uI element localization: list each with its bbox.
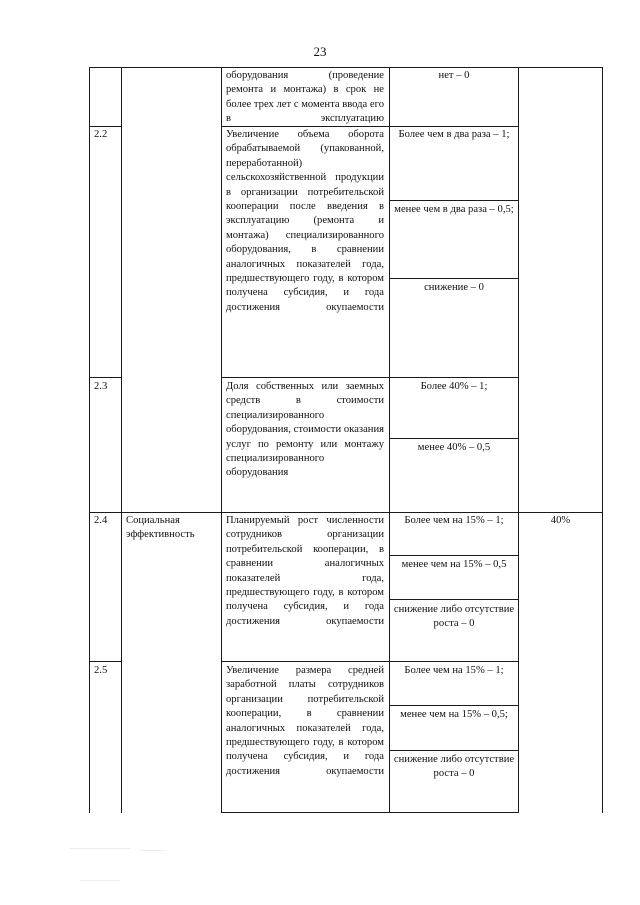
criteria-divider [389,555,519,556]
page-number: 23 [313,44,327,59]
row-divider [221,377,519,378]
criteria-divider [389,200,519,201]
table-border-left [89,67,90,813]
group-name: Социальная эффективность [126,515,195,541]
criterion-value: менее 40% – 0,5 [417,442,491,453]
row-number: 2.4 [94,515,108,526]
criteria-divider [389,750,519,751]
row-description: Доля собственных или заемных средств в стоимости специализированного оборудования, стоимости оказания услуг по ремонту или монтажу специализированного оборудования [226,381,384,479]
table-border-bottom [221,812,519,813]
criterion-value: менее чем в два раза – 0,5; [394,204,514,215]
criterion-value: нет – 0 [438,70,470,81]
weight-value: 40% [550,515,571,526]
row-divider [221,661,519,662]
row-divider [89,377,122,378]
criteria-divider [389,599,519,600]
row-description: Увеличение размера средней заработной платы сотрудников организации потребительской кооперации, в сравнении аналогичных показателей года, предшествующего году, в котором получена субсидия, и года достижения окупаемости [226,665,384,777]
criteria-divider [389,705,519,706]
criterion-value: снижение либо отсутствие роста – 0 [393,754,515,780]
column-divider [518,67,519,813]
column-divider [389,67,390,813]
row-divider [89,661,122,662]
scan-noise [80,880,120,881]
criteria-divider [389,438,519,439]
criterion-value: Более чем на 15% – 1; [404,665,504,676]
criterion-value: менее чем на 15% – 0,5; [400,709,508,720]
row-description: Планируемый рост численности сотрудников организации потребительской кооперации, в сравнении аналогичных показателей года, предшествующего году, в котором получена субсидия, и года достижения окупаемости [226,515,384,627]
row-divider [89,126,122,127]
row-number: 2.2 [94,129,108,140]
criterion-value: снижение – 0 [424,282,484,293]
column-divider [221,67,222,813]
row-number: 2.3 [94,381,108,392]
criterion-value: Более 40% – 1; [420,381,488,392]
column-divider [121,67,122,813]
criterion-value: Более чем в два раза – 1; [398,129,510,140]
row-description: оборудования (проведение ремонта и монтажа) в срок не более трех лет с момента ввода его в эксплуатацию [226,70,384,125]
scan-noise [140,850,165,851]
scan-noise [70,848,130,849]
row-divider [89,512,603,513]
table-border-right [602,67,603,813]
criterion-value: менее чем на 15% – 0,5 [401,559,507,570]
row-description: Увеличение объема оборота обрабатываемой (упакованной, переработанной) сельскохозяйственной продукции в организации потребительской кооперации после введения в эксплуатацию (ремонта и монтажа) специализированного оборудования, в сравнении аналогичных показателей года, предшествующего году, в котором получена субсидия, и года достижения окупаемости [226,129,384,313]
criterion-value: Более чем на 15% – 1; [404,515,504,526]
row-number: 2.5 [94,665,108,676]
criteria-divider [389,278,519,279]
criterion-value: снижение либо отсутствие роста – 0 [393,604,515,630]
table-border-top [89,67,603,68]
